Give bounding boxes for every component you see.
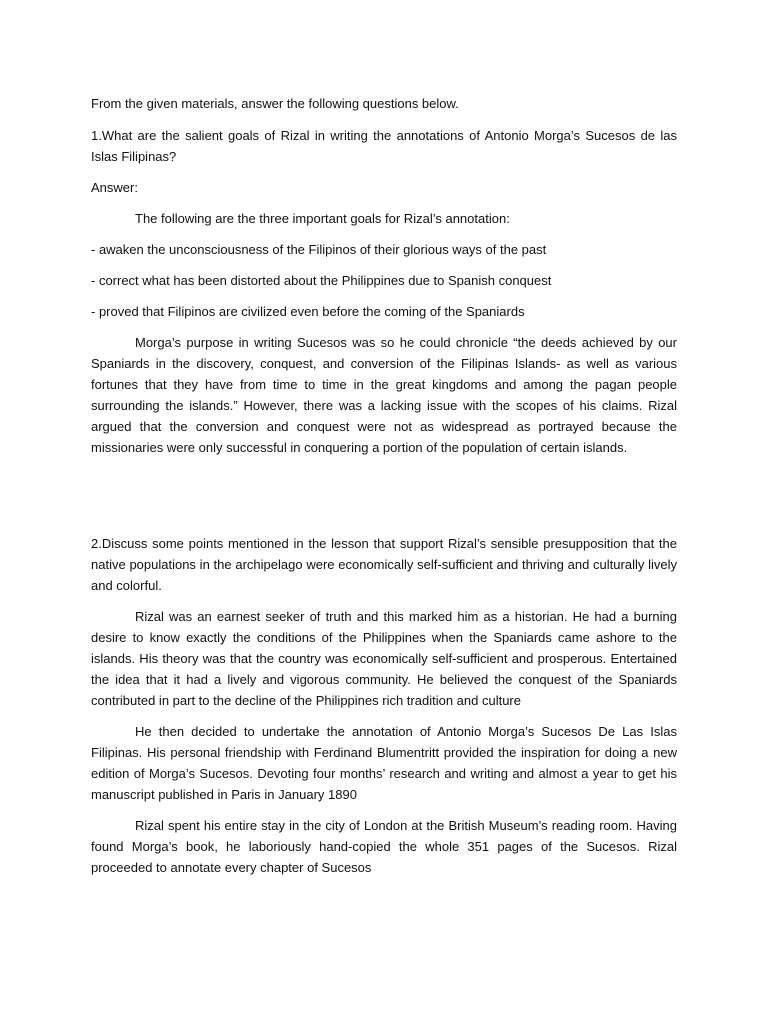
q2-paragraph-1: Rizal was an earnest seeker of truth and this marked him as a historian. He had a burning desire to know exactly the conditions of the Philippines when the Spaniards came ashore to the islands. His theory was that the country was economically self-sufficient and prosperous. Entertained the idea that it had a lively and vigorous community. He believed the conquest of the Spaniards contributed in part to the decline of the Philippines rich tradition and culture — [91, 609, 677, 708]
q2-paragraph-3: Rizal spent his entire stay in the city of London at the British Museum’s reading room. Having found Morga’s book, he laboriously hand-copied the whole 351 pages of the Sucesos. Rizal proceeded to annotate every chapter of Sucesos — [91, 818, 677, 875]
goals-lead: The following are the three important goals for Rizal’s annotation: — [135, 211, 510, 226]
answer-label: Answer: — [91, 180, 138, 195]
intro-line: From the given materials, answer the following questions below. — [91, 96, 459, 111]
document-page — [91, 93, 677, 878]
goal-item-2: - correct what has been distorted about the Philippines due to Spanish conquest — [91, 273, 552, 288]
question-1: 1.What are the salient goals of Rizal in writing the annotations of Antonio Morga’s Sucesos de las Islas Filipinas? — [91, 128, 677, 164]
q1-paragraph: Morga’s purpose in writing Sucesos was so he could chronicle “the deeds achieved by our Spaniards in the discovery, conquest, and conversion of the Filipinas Islands- as well as various fortunes that they have from time to time in the great kingdoms and among the pagan people surrounding the islands.” However, there was a lacking issue with the scopes of his claims. Rizal argued that the conversion and conquest were not as widespread as portrayed because the missionaries were only successful in conquering a portion of the population of certain islands. — [91, 335, 677, 455]
question-2: 2.Discuss some points mentioned in the lesson that support Rizal’s sensible presupposition that the native populations in the archipelago were economically self-sufficient and thriving and culturally lively and colorful. — [91, 536, 677, 593]
q2-paragraph-2: He then decided to undertake the annotation of Antonio Morga’s Sucesos De Las Islas Filipinas. His personal friendship with Ferdinand Blumentritt provided the inspiration for doing a new edition of Morga’s Sucesos. Devoting four months’ research and writing and almost a year to get his manuscript published in Paris in January 1890 — [91, 724, 677, 802]
goal-item-3: - proved that Filipinos are civilized even before the coming of the Spaniards — [91, 304, 525, 319]
goal-item-1: - awaken the unconsciousness of the Filipinos of their glorious ways of the past — [91, 242, 547, 257]
